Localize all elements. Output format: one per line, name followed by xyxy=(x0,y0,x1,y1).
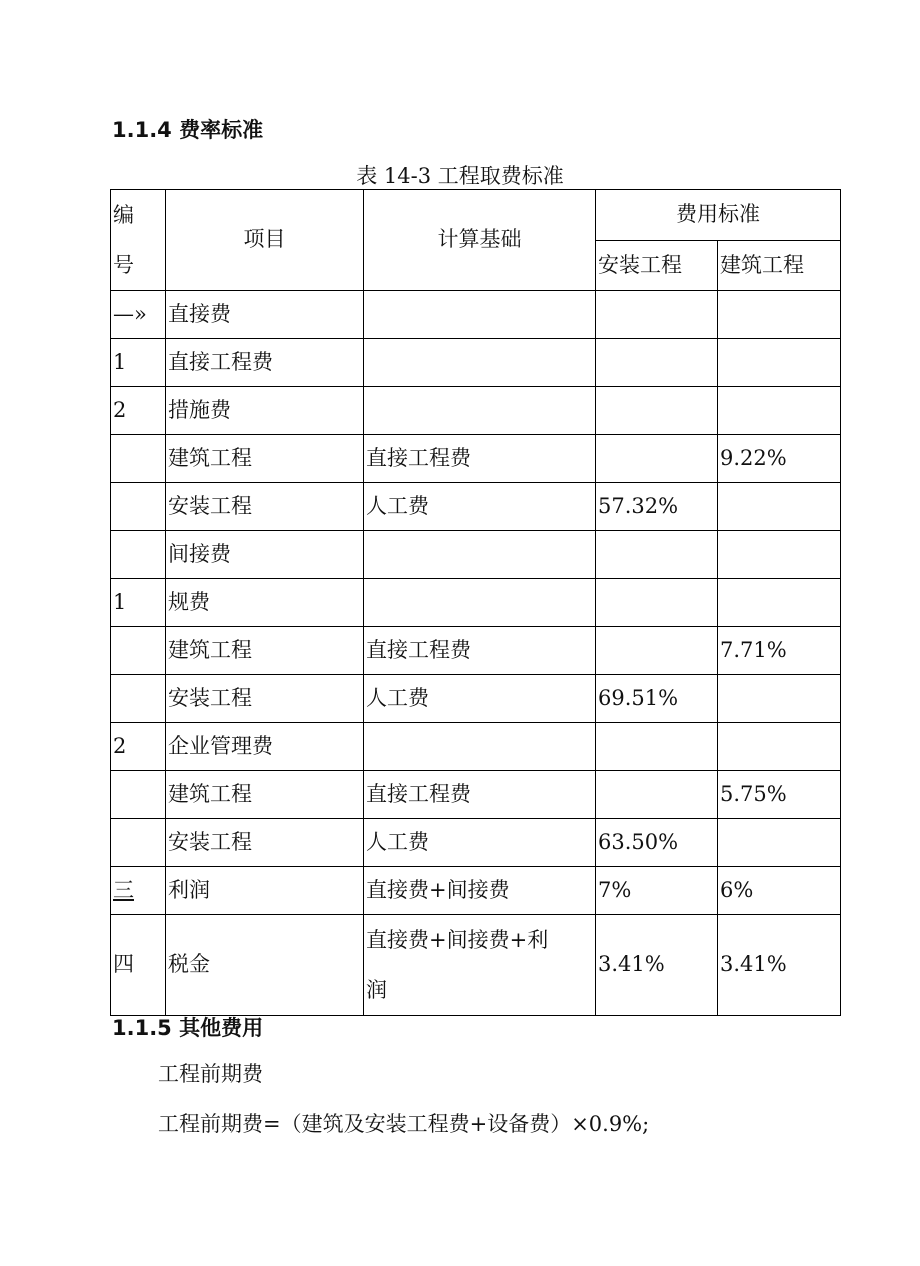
cell-basis: 直接工程费 xyxy=(364,627,596,675)
cell-basis-line2: 润 xyxy=(366,978,387,1002)
cell-no xyxy=(111,627,166,675)
cell-build: 6% xyxy=(718,867,841,915)
table-row xyxy=(111,387,841,435)
cell-basis: 人工费 xyxy=(364,675,596,723)
cell-basis xyxy=(364,291,596,339)
cell-build xyxy=(718,723,841,771)
header-install: 安装工程 xyxy=(596,240,718,291)
cell-build xyxy=(718,339,841,387)
cell-no: 2 xyxy=(111,723,166,771)
cell-no xyxy=(111,867,166,915)
cell-install: 57.32% xyxy=(596,483,718,531)
cell-install xyxy=(596,531,718,579)
cell-basis xyxy=(364,387,596,435)
cell-no xyxy=(111,771,166,819)
cell-no: 1 xyxy=(111,339,166,387)
table-caption: 表 14-3 工程取费标准 xyxy=(356,164,564,188)
cell-item: 企业管理费 xyxy=(166,723,364,771)
cell-build xyxy=(718,531,841,579)
cell-item: 建筑工程 xyxy=(166,627,364,675)
cell-build xyxy=(718,291,841,339)
cell-no: —» xyxy=(111,291,166,339)
cell-install: 3.41% xyxy=(596,915,718,1016)
table-row xyxy=(111,771,841,819)
header-item: 项目 xyxy=(166,190,364,291)
cell-item: 建筑工程 xyxy=(166,771,364,819)
table-row xyxy=(111,819,841,867)
cell-basis: 直接工程费 xyxy=(364,771,596,819)
cell-item: 直接费 xyxy=(166,291,364,339)
cell-no-text: 三 xyxy=(113,877,134,902)
cell-item: 直接工程费 xyxy=(166,339,364,387)
cell-item: 安装工程 xyxy=(166,819,364,867)
table-header-row xyxy=(111,190,841,241)
cell-item: 规费 xyxy=(166,579,364,627)
cell-item: 建筑工程 xyxy=(166,435,364,483)
cell-basis xyxy=(364,339,596,387)
cell-install xyxy=(596,579,718,627)
table-row xyxy=(111,915,841,1016)
cell-no xyxy=(111,483,166,531)
section-heading-1-1-4: 1.1.4 费率标准 xyxy=(112,118,264,142)
table-row xyxy=(111,483,841,531)
cell-build xyxy=(718,579,841,627)
cell-install xyxy=(596,771,718,819)
cell-basis xyxy=(364,723,596,771)
cell-no xyxy=(111,675,166,723)
cell-install xyxy=(596,435,718,483)
table-row xyxy=(111,531,841,579)
table-row xyxy=(111,723,841,771)
cell-basis-line1: 直接费+间接费+利 xyxy=(366,928,549,952)
cell-no xyxy=(111,531,166,579)
cell-install xyxy=(596,291,718,339)
header-no xyxy=(111,190,166,291)
paragraph-preliminary-fee: 工程前期费 xyxy=(158,1062,263,1086)
cell-build xyxy=(718,483,841,531)
cell-basis: 人工费 xyxy=(364,483,596,531)
cell-no: 2 xyxy=(111,387,166,435)
cell-build xyxy=(718,675,841,723)
cell-no: 四 xyxy=(111,915,166,1016)
cell-no xyxy=(111,819,166,867)
cell-item: 利润 xyxy=(166,867,364,915)
section-heading-1-1-5: 1.1.5 其他费用 xyxy=(112,1016,264,1040)
cell-install: 7% xyxy=(596,867,718,915)
cell-install: 69.51% xyxy=(596,675,718,723)
cell-build xyxy=(718,387,841,435)
header-standard: 费用标准 xyxy=(596,190,841,241)
table-row xyxy=(111,675,841,723)
paragraph-preliminary-fee-formula: 工程前期费=（建筑及安装工程费+设备费）×0.9%; xyxy=(158,1112,650,1136)
cell-item: 安装工程 xyxy=(166,675,364,723)
table-row xyxy=(111,339,841,387)
table-row xyxy=(111,579,841,627)
cell-install xyxy=(596,723,718,771)
table-row xyxy=(111,627,841,675)
cell-no: 1 xyxy=(111,579,166,627)
table-row xyxy=(111,291,841,339)
cell-item: 税金 xyxy=(166,915,364,1016)
cell-basis: 直接费+间接费 xyxy=(364,867,596,915)
cell-install xyxy=(596,339,718,387)
cell-install xyxy=(596,627,718,675)
header-basis: 计算基础 xyxy=(364,190,596,291)
header-build: 建筑工程 xyxy=(718,240,841,291)
cell-build xyxy=(718,819,841,867)
cell-build: 3.41% xyxy=(718,915,841,1016)
cell-no xyxy=(111,435,166,483)
fee-standard-table xyxy=(110,189,841,1016)
header-no-line2: 号 xyxy=(113,253,134,277)
cell-basis xyxy=(364,579,596,627)
table-row xyxy=(111,867,841,915)
cell-item: 间接费 xyxy=(166,531,364,579)
cell-build: 7.71% xyxy=(718,627,841,675)
cell-basis: 直接工程费 xyxy=(364,435,596,483)
cell-basis xyxy=(364,915,596,1016)
cell-item: 安装工程 xyxy=(166,483,364,531)
header-no-line1: 编 xyxy=(113,203,134,227)
cell-build: 9.22% xyxy=(718,435,841,483)
cell-basis: 人工费 xyxy=(364,819,596,867)
cell-install xyxy=(596,387,718,435)
cell-basis xyxy=(364,531,596,579)
cell-install: 63.50% xyxy=(596,819,718,867)
cell-build: 5.75% xyxy=(718,771,841,819)
table-row xyxy=(111,435,841,483)
cell-item: 措施费 xyxy=(166,387,364,435)
